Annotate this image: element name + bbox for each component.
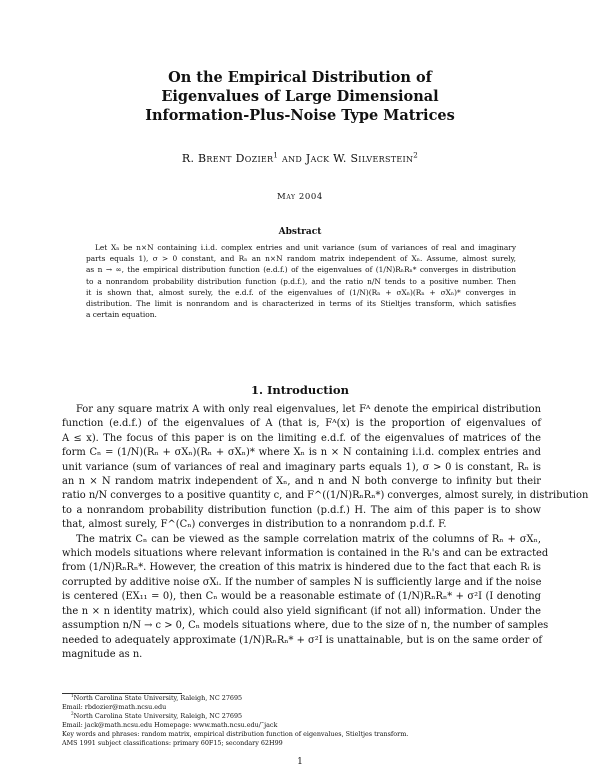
body-line: which models situations where relevant information is contained in the Rᵢ's and can be extracted bbox=[62, 548, 549, 560]
abstract-line: a certain equation. bbox=[86, 310, 157, 320]
paper-date: May 2004 bbox=[277, 192, 323, 202]
body-line: is centered (EX₁₁ = 0), then Cₙ would be a reasonable estimate of (1/N)RₙRₙ* + σ²I (I denoting bbox=[62, 591, 541, 603]
footnote-email: Email: rbdozier@math.ncsu.edu bbox=[62, 703, 167, 712]
body-line: the n × n identity matrix), which could also yield significant (if not all) information. Under the bbox=[62, 605, 541, 617]
title-line: On the Empirical Distribution of bbox=[168, 69, 432, 86]
footnote-affiliation bbox=[62, 712, 541, 721]
author-name: Jack W. Silverstein bbox=[305, 152, 414, 165]
body-line: that, almost surely, F^(Cₙ) converges in distribution to a nonrandom p.d.f. F. bbox=[62, 519, 447, 531]
footnote-mark: 1 bbox=[273, 150, 279, 160]
body-line: A ≤ x). The focus of this paper is on the limiting e.d.f. of the eigenvalues of matrices of the bbox=[62, 432, 541, 444]
body-line: ratio n/N converges to a positive quantity c, and F^((1/N)RₙRₙ*) converges, almost surely, in distribution bbox=[62, 490, 589, 502]
footnote-email: Email: jack@math.ncsu.edu Homepage: www.math.ncsu.edu/˜jack bbox=[62, 721, 278, 730]
footnote-mark: 1 bbox=[71, 692, 74, 698]
body-line: to a nonrandom probability distribution function (p.d.f.) H. The aim of this paper is to show bbox=[62, 504, 541, 516]
body-line: unit variance (sum of variances of real and imaginary parts equals 1), σ > 0 is constant, Rₙ is bbox=[62, 461, 541, 473]
footnote-text: North Carolina State University, Raleigh, NC 27695 bbox=[73, 694, 243, 702]
body-line: function (e.d.f.) of the eigenvalues of A (that is, Fᴬ(x) is the proportion of eigenvalues of bbox=[62, 418, 541, 430]
body-line: corrupted by additive noise σXᵢ. If the number of samples N is sufficiently large and if the noise bbox=[62, 576, 542, 588]
body-line: magnitude as n. bbox=[62, 648, 143, 660]
footnote-mark: 2 bbox=[413, 150, 419, 160]
page-number: 1 bbox=[297, 757, 303, 767]
title-line: Information-Plus-Noise Type Matrices bbox=[145, 107, 455, 124]
author-list bbox=[60, 152, 540, 165]
author-name: R. Brent Dozier bbox=[181, 152, 274, 165]
body-line: The matrix Cₙ can be viewed as the sample correlation matrix of the columns of Rₙ + σXₙ, bbox=[76, 533, 541, 545]
footnote-mark: 2 bbox=[71, 711, 74, 717]
abstract-line: as n → ∞, the empirical distribution function (e.d.f.) of the eigenvalues of (1/N)RₙRₙ* converges in distribution bbox=[86, 265, 516, 275]
ams-classification: AMS 1991 subject classifications: primary 60F15; secondary 62H99 bbox=[62, 739, 283, 748]
abstract-line: parts equals 1), σ > 0 constant, and Rₙ an n×N random matrix independent of Xₙ. Assume, almost surely, bbox=[86, 254, 516, 264]
footnote-text: North Carolina State University, Raleigh, NC 27695 bbox=[73, 712, 243, 721]
paper-title bbox=[80, 68, 520, 125]
body-line: assumption n/N → c > 0, Cₙ models situations where, due to the size of n, the number of samples bbox=[62, 620, 549, 632]
footnotes bbox=[62, 694, 541, 749]
author-conjunction: and bbox=[278, 152, 306, 165]
abstract-heading: Abstract bbox=[278, 227, 322, 237]
body-line: needed to adequately approximate (1/N)RₙRₙ* + σ²I is unattainable, but is on the same order of bbox=[62, 634, 543, 646]
footnote-affiliation bbox=[62, 694, 541, 703]
body-line: an n × N random matrix independent of Xₙ, and n and N both converge to infinity but their bbox=[62, 476, 541, 488]
abstract-text bbox=[86, 242, 516, 320]
abstract-line: Let Xₙ be n×N containing i.i.d. complex entries and unit variance (sum of variances of real and imaginary bbox=[95, 243, 516, 252]
abstract-line: distribution. The limit is nonrandom and is characterized in terms of its Stieltjes transform, which satisfies bbox=[86, 299, 516, 309]
abstract-line: to a nonrandom probability distribution function (p.d.f.), and the ratio n/N tends to a positive number. Then bbox=[86, 276, 516, 286]
body-line: from (1/N)RₙRₙ*. However, the creation of this matrix is hindered due to the fact that each Rᵢ is bbox=[62, 562, 541, 574]
title-line: Eigenvalues of Large Dimensional bbox=[161, 88, 439, 105]
section-heading: 1. Introduction bbox=[251, 383, 349, 397]
body-line: For any square matrix A with only real eigenvalues, let Fᴬ denote the empirical distribution bbox=[76, 404, 541, 415]
body-line: form Cₙ = (1/N)(Rₙ + σXₙ)(Rₙ + σXₙ)* where Xₙ is n × N containing i.i.d. complex entries and bbox=[62, 447, 541, 459]
introduction-text bbox=[62, 403, 589, 662]
keywords: Key words and phrases: random matrix, empirical distribution function of eigenvalues, Stieltjes transform. bbox=[62, 730, 409, 739]
abstract-line: it is shown that, almost surely, the e.d.f. of the eigenvalues of (1/N)(Rₙ + σXₙ)(Rₙ + σXₙ)* converges in bbox=[86, 287, 516, 297]
